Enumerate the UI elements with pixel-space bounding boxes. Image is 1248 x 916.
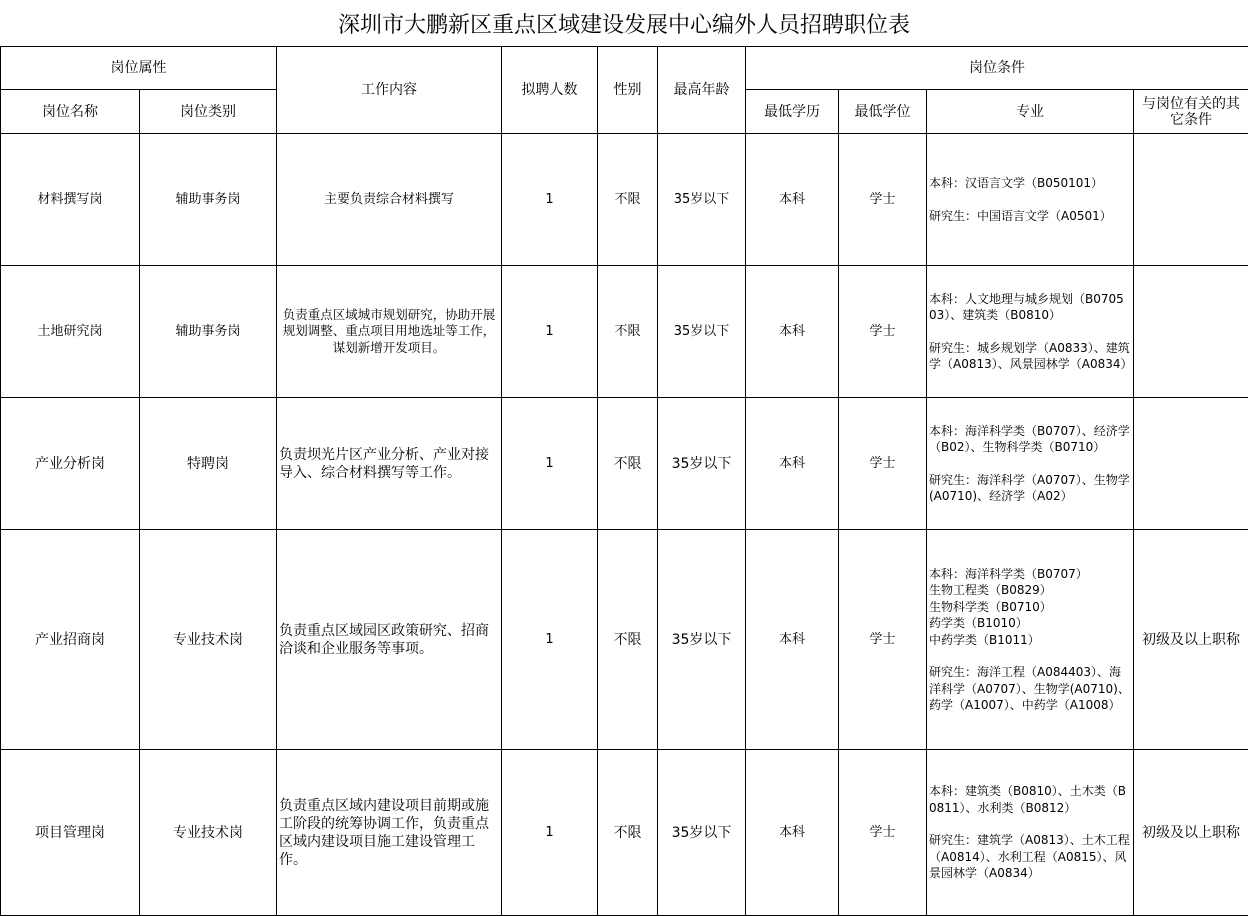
cell-position-name: 土地研究岗: [1, 266, 140, 398]
table-row: [1, 530, 1248, 750]
header-position-attributes: 岗位属性: [1, 47, 277, 90]
table-row: [1, 398, 1248, 530]
header-work-content: 工作内容: [277, 47, 502, 134]
cell-other-conditions: 初级及以上职称: [1134, 530, 1248, 750]
cell-min-education: 本科: [746, 530, 839, 750]
cell-min-education: 本科: [746, 134, 839, 266]
cell-work-content: 负责重点区域园区政策研究、招商洽谈和企业服务等事项。: [277, 530, 502, 750]
header-headcount: 拟聘人数: [502, 47, 598, 134]
cell-headcount: 1: [502, 134, 598, 266]
major-undergraduate-line: 药学类（B1010）: [929, 615, 1131, 632]
header-position-conditions: 岗位条件: [746, 47, 1248, 90]
table-row: [1, 266, 1248, 398]
cell-min-degree: 学士: [839, 266, 927, 398]
header-position-type: 岗位类别: [140, 90, 277, 134]
cell-gender: 不限: [598, 530, 658, 750]
cell-position-name: 项目管理岗: [1, 750, 140, 916]
cell-max-age: 35岁以下: [658, 398, 746, 530]
cell-position-type: 专业技术岗: [140, 750, 277, 916]
cell-position-type: 特聘岗: [140, 398, 277, 530]
cell-min-education: 本科: [746, 398, 839, 530]
major-undergraduate-line: 本科：海洋科学类（B0707）: [929, 566, 1131, 583]
cell-work-content: 负责坝光片区产业分析、产业对接导入、综合材料撰写等工作。: [277, 398, 502, 530]
cell-work-content: 负责重点区域城市规划研究，协助开展规划调整、重点项目用地选址等工作，谋划新增开发项目。: [277, 266, 502, 398]
major-undergraduate: 本科：海洋科学类（B0707）、经济学（B02）、生物科学类（B0710）: [929, 423, 1131, 456]
cell-headcount: 1: [502, 750, 598, 916]
cell-position-name: 产业招商岗: [1, 530, 140, 750]
major-undergraduate-line: 中药学类（B1011）: [929, 632, 1131, 649]
header-max-age: 最高年龄: [658, 47, 746, 134]
cell-position-type: 辅助事务岗: [140, 266, 277, 398]
major-undergraduate-line: 生物科学类（B0710）: [929, 599, 1131, 616]
cell-min-education: 本科: [746, 750, 839, 916]
cell-major: [927, 398, 1134, 530]
cell-position-type: 专业技术岗: [140, 530, 277, 750]
cell-major: [927, 266, 1134, 398]
cell-position-name: 产业分析岗: [1, 398, 140, 530]
cell-gender: 不限: [598, 134, 658, 266]
cell-major: [927, 134, 1134, 266]
cell-max-age: 35岁以下: [658, 134, 746, 266]
header-major: 专业: [927, 90, 1134, 134]
cell-max-age: 35岁以下: [658, 266, 746, 398]
cell-max-age: 35岁以下: [658, 530, 746, 750]
header-position-name: 岗位名称: [1, 90, 140, 134]
major-postgraduate: 研究生：建筑学（A0813）、土木工程（A0814）、水利工程（A0815）、风景园林学（A0834）: [929, 832, 1131, 882]
cell-major: [927, 750, 1134, 916]
table-row: [1, 750, 1248, 916]
cell-min-degree: 学士: [839, 750, 927, 916]
cell-max-age: 35岁以下: [658, 750, 746, 916]
table-row: [1, 134, 1248, 266]
header-other-conditions: 与岗位有关的其它条件: [1134, 90, 1248, 134]
cell-other-conditions: [1134, 266, 1248, 398]
cell-work-content: 主要负责综合材料撰写: [277, 134, 502, 266]
major-postgraduate: 研究生：海洋科学（A0707）、生物学(A0710)、经济学（A02）: [929, 472, 1131, 505]
major-postgraduate: 研究生：城乡规划学（A0833）、建筑学（A0813）、风景园林学（A0834）: [929, 340, 1131, 373]
major-undergraduate: 本科：汉语言文学（B050101）: [929, 175, 1131, 192]
cell-min-degree: 学士: [839, 530, 927, 750]
cell-headcount: 1: [502, 266, 598, 398]
major-undergraduate: 本科：人文地理与城乡规划（B070503）、建筑类（B0810）: [929, 291, 1131, 324]
cell-min-education: 本科: [746, 266, 839, 398]
cell-other-conditions: [1134, 134, 1248, 266]
cell-headcount: 1: [502, 398, 598, 530]
header-gender: 性别: [598, 47, 658, 134]
cell-min-degree: 学士: [839, 398, 927, 530]
cell-other-conditions: 初级及以上职称: [1134, 750, 1248, 916]
major-undergraduate: 本科：建筑类（B0810）、土木类（B0811）、水利类（B0812）: [929, 783, 1131, 816]
major-postgraduate: 研究生：海洋工程（A084403）、海洋科学（A0707）、生物学(A0710)、药学（A1007）、中药学（A1008）: [929, 664, 1131, 714]
header-min-education: 最低学历: [746, 90, 839, 134]
cell-work-content: 负责重点区域内建设项目前期或施工阶段的统筹协调工作，负责重点区域内建设项目施工建设管理工作。: [277, 750, 502, 916]
recruitment-table: [0, 46, 1248, 916]
cell-headcount: 1: [502, 530, 598, 750]
cell-position-type: 辅助事务岗: [140, 134, 277, 266]
page-title: 深圳市大鹏新区重点区域建设发展中心编外人员招聘职位表: [0, 0, 1248, 46]
cell-min-degree: 学士: [839, 134, 927, 266]
cell-position-name: 材料撰写岗: [1, 134, 140, 266]
cell-gender: 不限: [598, 398, 658, 530]
cell-major: [927, 530, 1134, 750]
cell-other-conditions: [1134, 398, 1248, 530]
cell-gender: 不限: [598, 750, 658, 916]
header-min-degree: 最低学位: [839, 90, 927, 134]
major-postgraduate: 研究生：中国语言文学（A0501）: [929, 208, 1131, 225]
cell-gender: 不限: [598, 266, 658, 398]
major-undergraduate-line: 生物工程类（B0829）: [929, 582, 1131, 599]
